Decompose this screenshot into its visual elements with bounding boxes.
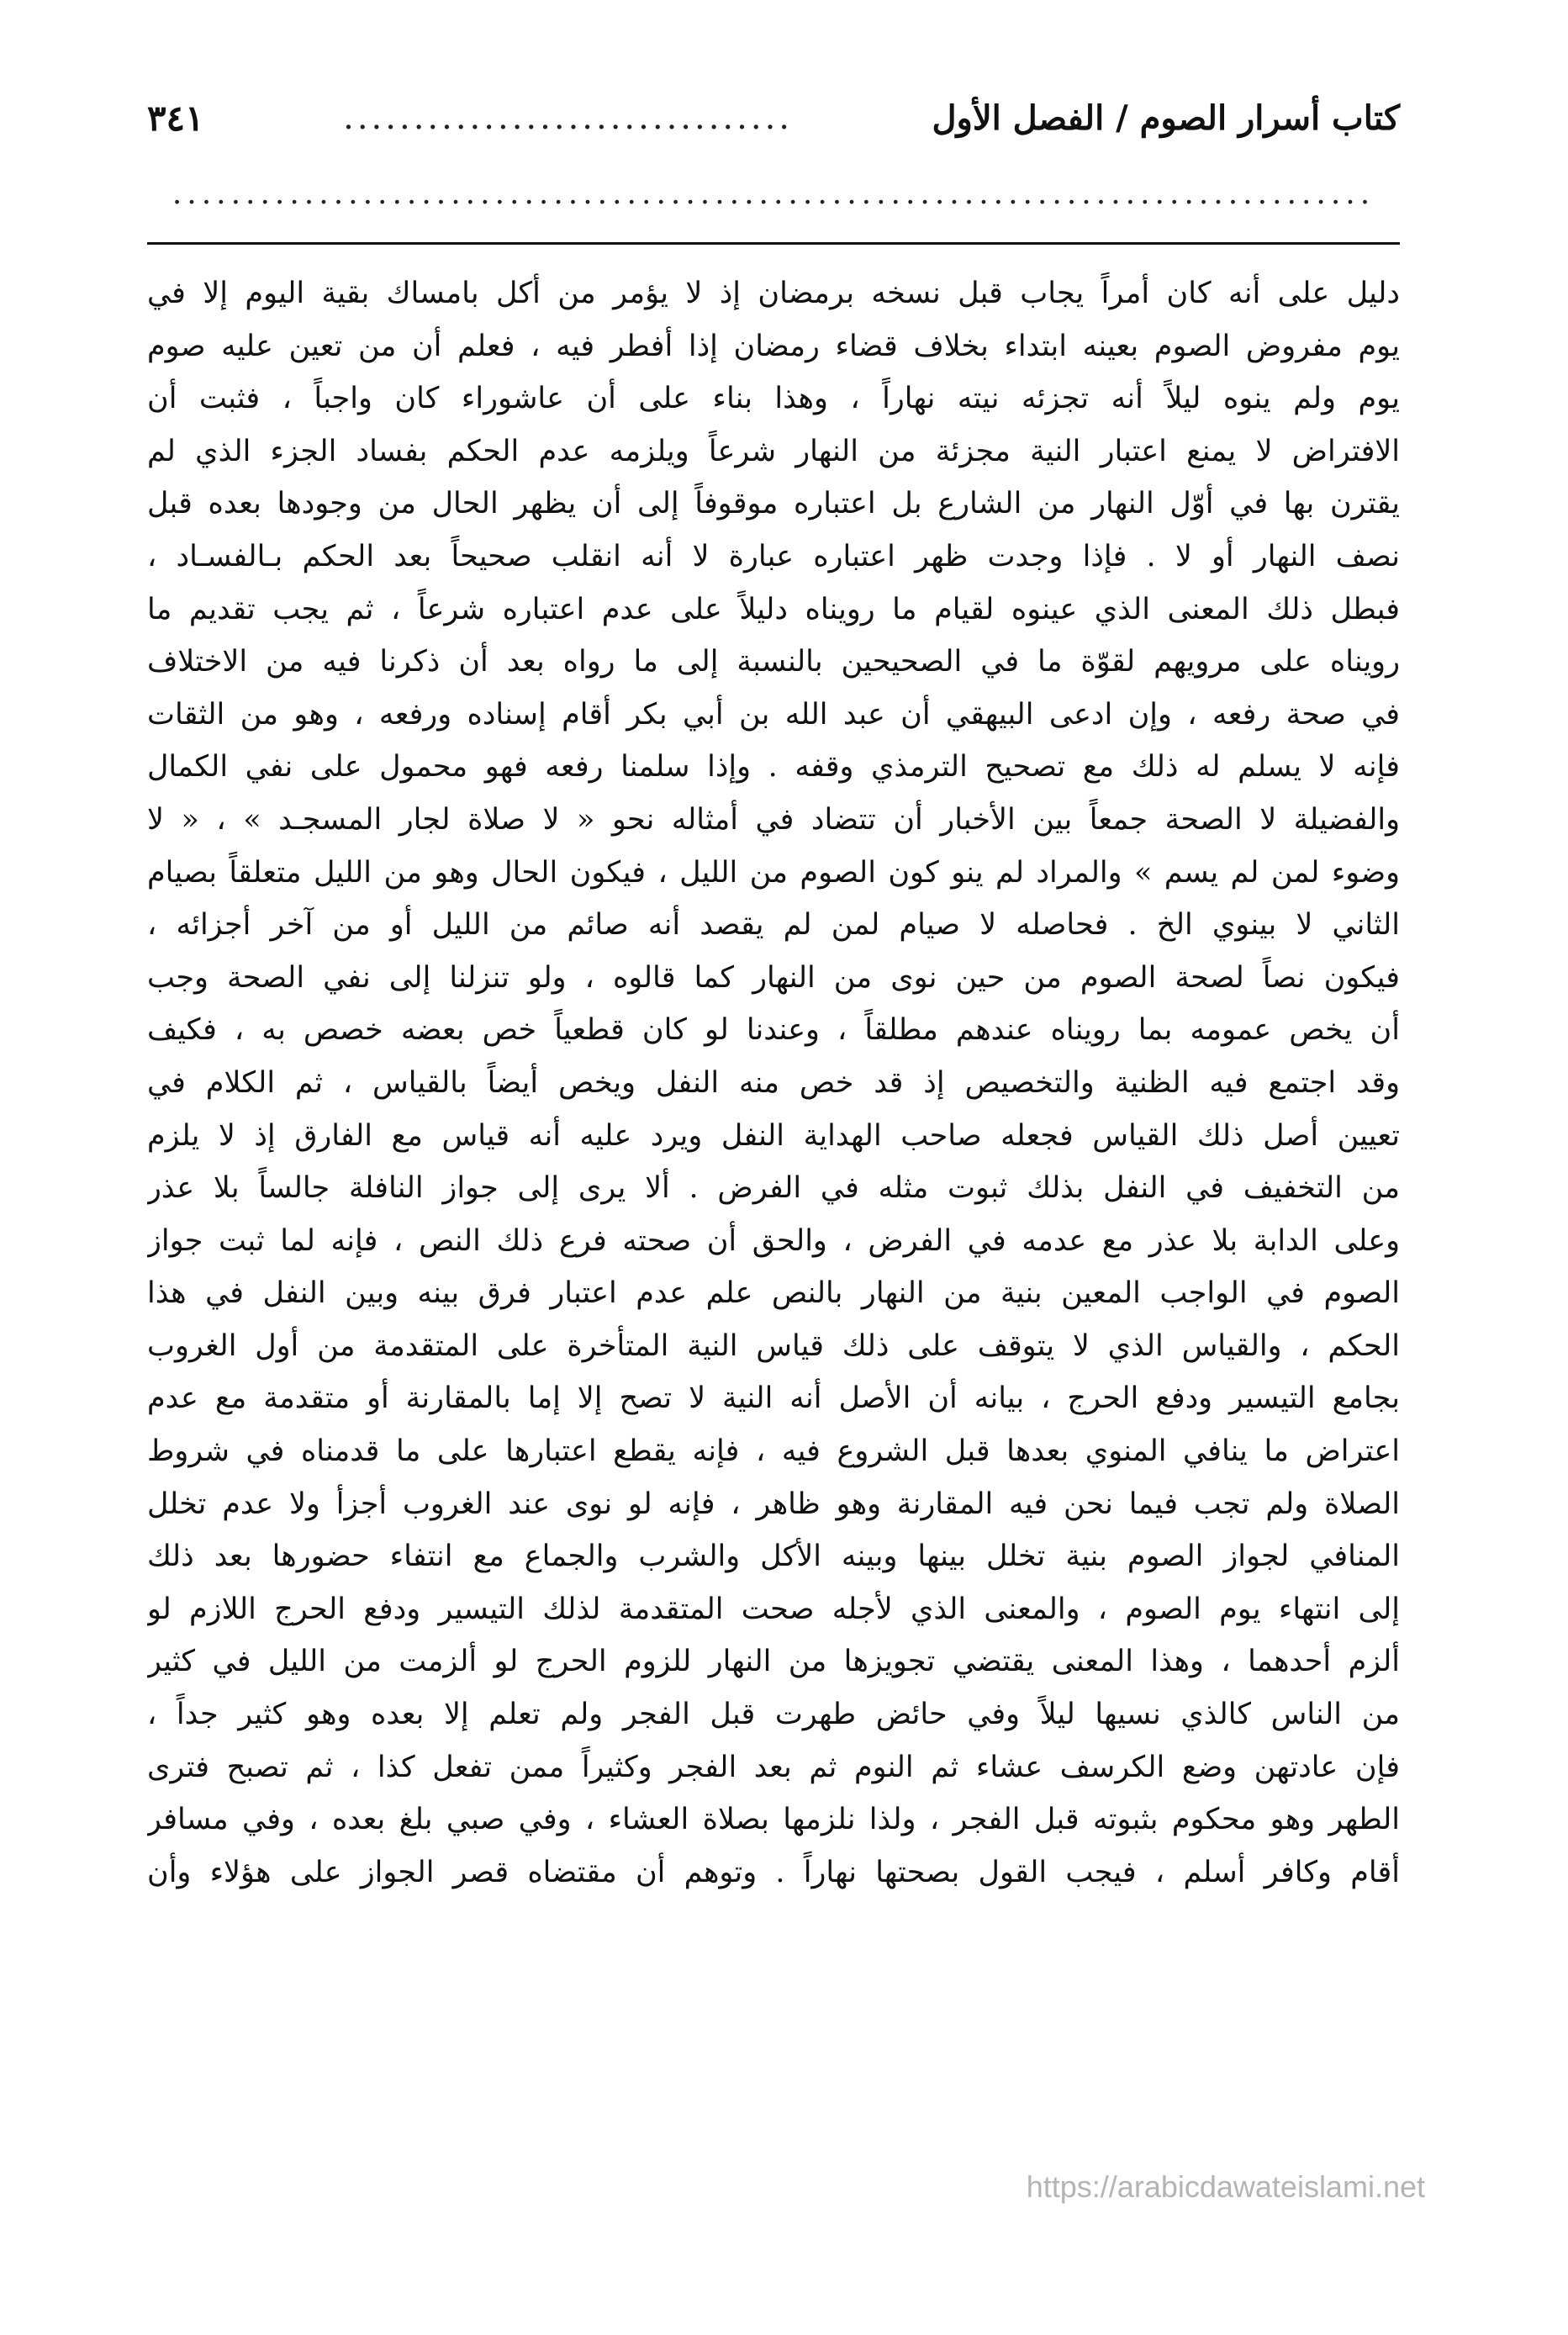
text-line: اعتراض ما ينافي المنوي بعدها قبل الشروع فيه ، فإنه يقطع اعتبارها على ما قدمناه في شروط <box>147 1434 1400 1469</box>
page-number: ٣٤١ <box>147 97 204 139</box>
text-line: يوم ولم ينوه ليلاً أنه تجزئه نيته نهاراً ، وهذا بناء على أن عاشوراء كان واجباً ، فثبت أن <box>147 382 1400 416</box>
text-line: في صحة رفعه ، وإن ادعى البيهقي أن عبد الله بن أبي بكر أقام إسناده ورفعه ، وهو من الثقات <box>147 697 1400 732</box>
text-line: وعلى الدابة بلا عذر مع عدمه في الفرض ، والحق أن صحته فرع ذلك النص ، فإنه لما ثبت جواز <box>147 1223 1400 1258</box>
text-line: الصلاة ولم تجب فيما نحن فيه المقارنة وهو ظاهر ، فإنه لو نوى عند الغروب أجزأ ولا عدم تخلل <box>147 1487 1400 1521</box>
text-line: الطهر وهو محكوم بثبوته قبل الفجر ، ولذا نلزمها بصلاة العشاء ، وفي صبي بلغ بعده ، وفي مسافر <box>147 1803 1400 1837</box>
text-line: فيكون نصاً لصحة الصوم من حين نوى من النهار كما قالوه ، ولو تنزلنا إلى نفي الصحة وجب <box>147 960 1400 995</box>
text-line: إلى انتهاء يوم الصوم ، والمعنى الذي لأجله صحت المتقدمة لذلك التيسير ودفع الحرج اللازم لو <box>147 1592 1400 1626</box>
text-line: وضوء لمن لم يسم » والمراد لم ينو كون الصوم من الليل ، فيكون الحال وهو من الليل متعلقاً بصيام <box>147 855 1400 890</box>
leader-dots: ................................ <box>343 98 793 137</box>
body-text <box>147 267 1400 2125</box>
text-line: دليل على أنه كان أمراً يجاب قبل نسخه برمضان إذ لا يؤمر من أكل بامساك بقية اليوم إلا في <box>147 277 1400 310</box>
text-line: المنافي لجواز الصوم بنية تخلل بينها وبينه الأكل والشرب والجماع مع انتفاء حضورها بعد ذلك <box>147 1540 1400 1574</box>
text-line: بجامع التيسير ودفع الحرج ، بيانه أن الأصل أنه النية لا تصح إلا إما بالمقارنة أو متقدمة مع عدم <box>147 1381 1400 1416</box>
text-line: وقد اجتمع فيه الظنية والتخصيص إذ قد خص منه النفل ويخص أيضاً بالقياس ، ثم الكلام في <box>147 1065 1400 1100</box>
text-line: يوم مفروض الصوم بعينه ابتداء بخلاف قضاء رمضان إذا أفطر فيه ، فعلم أن من تعين عليه صوم <box>147 329 1400 363</box>
text-line: الثاني لا بينوي الخ . فحاصله لا صيام لمن لم يقصد أنه صائم من الليل أو من آخر أجزائه ، <box>147 908 1400 943</box>
text-line: الصوم في الواجب المعين بنية من النهار بالنص علم عدم اعتبار فرق بينه وبين النفل في هذا <box>147 1276 1400 1311</box>
book-title: كتاب أسرار الصوم / الفصل الأول <box>932 98 1400 138</box>
text-line: الحكم ، والقياس الذي لا يتوقف على ذلك قياس النية المتأخرة على المتقدمة من أول الغروب <box>147 1329 1400 1363</box>
text-line: نصف النهار أو لا . فإذا وجدت ظهر اعتباره عبارة لا أنه انقلب صحيحاً بعد الحكم بـالفسـاد ، <box>147 539 1400 573</box>
text-line: رويناه على مرويهم لقوّة ما في الصحيحين بالنسبة إلى ما رواه بعد أن ذكرنا فيه من الاختلاف <box>147 645 1400 679</box>
text-line: أن يخص عمومه بما رويناه عندهم مطلقاً ، وعندنا لو كان قطعياً خص بعضه خصص به ، فكيف <box>147 1013 1400 1048</box>
text-line: فبطل ذلك المعنى الذي عينوه لقيام ما رويناه دليلاً على عدم اعتباره شرعاً ، ثم يجب تقديم ما <box>147 592 1400 626</box>
header-rule <box>147 242 1400 245</box>
running-header <box>147 84 1400 151</box>
watermark: https://arabicdawateislami.net <box>1026 2169 1425 2204</box>
text-line: تعيين أصل ذلك القياس فجعله صاحب الهداية النفل ويرد عليه أنه قياس مع الفارق إذ لا يلزم <box>147 1118 1400 1153</box>
dotted-separator: .................................................................................. <box>172 177 1375 210</box>
text-line: من الناس كالذي نسيها ليلاً وفي حائض طهرت قبل الفجر ولم تعلم إلا بعده وهو كثير جداً ، <box>147 1698 1400 1732</box>
text-line: من التخفيف في النفل بذلك ثبوت مثله في الفرض . ألا يرى إلى جواز النافلة جالساً بلا عذر <box>147 1171 1400 1206</box>
text-line: الافتراض لا يمنع اعتبار النية مجزئة من النهار شرعاً ويلزمه عدم الحكم بفساد الجزء الذي لم <box>147 434 1400 468</box>
text-line: ألزم أحدهما ، وهذا المعنى يقتضي تجويزها من النهار للزوم الحرج لو ألزمت من الليل في كثير <box>147 1645 1400 1679</box>
text-line: أقام وكافر أسلم ، فيجب القول بصحتها نهاراً . وتوهم أن مقتضاه قصر الجواز على هؤلاء وأن <box>147 1855 1400 1889</box>
text-line: والفضيلة لا الصحة جمعاً بين الأخبار أن تتضاد في أمثاله نحو « لا صلاة لجار المسجـد » ، « لا <box>147 802 1400 837</box>
text-line: فإنه لا يسلم له ذلك مع تصحيح الترمذي وقفه . وإذا سلمنا رفعه فهو محمول على نفي الكمال <box>147 750 1400 784</box>
text-line: يقترن بها في أوّل النهار من الشارع بل اعتباره موقوفاً إلى أن يظهر الحال من وجودها بعده قبل <box>147 487 1400 521</box>
text-line: فإن عادتهن وضع الكرسف عشاء ثم النوم ثم بعد الفجر وكثيراً ممن تفعل كذا ، ثم تصبح فترى <box>147 1750 1400 1784</box>
